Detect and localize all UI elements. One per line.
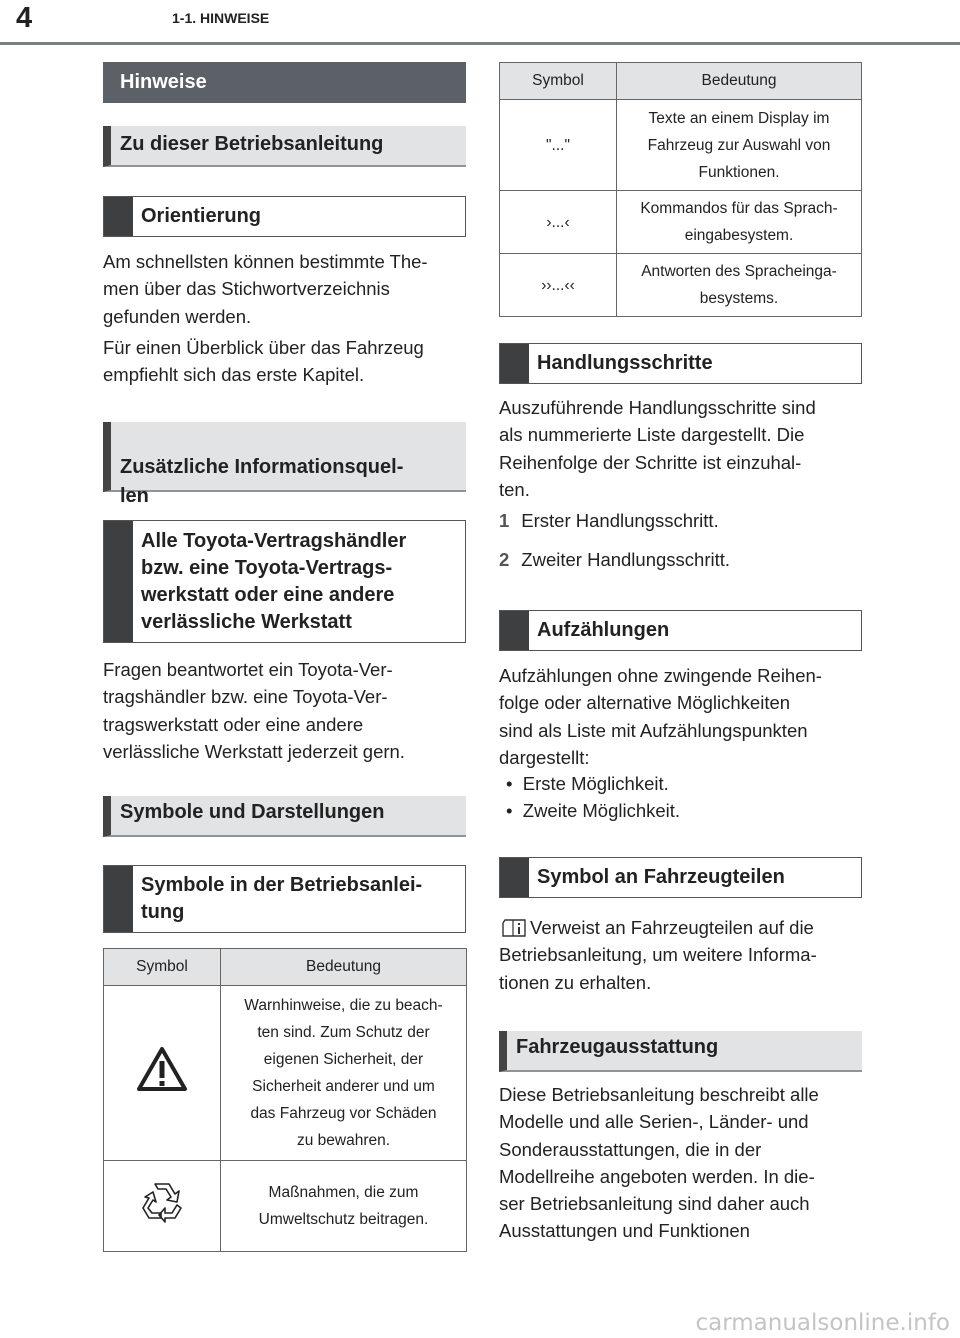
heading-vehicle-symbol [499,857,862,898]
column-header-symbol: Symbol [104,949,221,986]
meaning-cell: Maßnahmen, die zum Umweltschutz beitragen. [221,1161,467,1252]
step-item [499,546,864,573]
heading-about-manual [103,126,466,167]
list-item-text: Zweite Möglichkeit. [522,800,681,821]
bullet-icon: • [506,773,523,794]
list-item [506,770,866,797]
heading-bar [104,866,133,932]
page-number: 4 [16,2,33,34]
heading-orientation-text: Orientierung [141,205,262,227]
meaning-cell: Texte an einem Display im Fahrzeug zur Auswahl von Funktionen. [617,100,862,191]
header-rule [0,42,960,45]
table-row [104,1161,467,1252]
heading-enumerations-text: Aufzählungen [537,619,670,641]
chapter-title [103,62,466,103]
table-row [500,254,862,317]
paragraph-orientation-1: Am schnellsten können bestimmte The- men über das Stichwortverzeichnis gefunden werden. [103,251,428,327]
table-header-row [500,63,862,100]
heading-orientation [103,196,466,237]
bullet-icon: • [506,800,523,821]
symbol-cell: ››...‹‹ [500,254,617,317]
paragraph-enumerations: Aufzählungen ohne zwingende Reihen- folge oder alternative Möglichkeiten sind als Liste mit Aufzählungspunkten dargestellt: [499,665,822,768]
list-item-text: Erste Möglichkeit. [522,773,669,794]
heading-equipment [499,1031,862,1072]
symbols-table-left [103,948,467,1252]
paragraph-orientation-2: Für einen Überblick über das Fahrzeug empfiehlt sich das erste Kapitel. [103,337,424,386]
warning-triangle-icon [136,1046,188,1092]
table-header-row [104,949,467,986]
heading-steps-text: Handlungsschritte [537,352,713,374]
heading-equipment-text: Fahrzeugausstattung [516,1036,719,1058]
heading-bar [104,197,133,236]
heading-steps [499,343,862,384]
step-item [499,507,864,534]
heading-bar [500,344,529,383]
heading-symbols-manual-text: Symbole in der Betriebsanlei- tung [141,874,423,923]
list-item [506,797,866,824]
heading-additional-info-text: Zusätzliche Informationsquel- len [120,456,404,507]
heading-bar [500,858,529,897]
column-header-meaning: Bedeutung [617,63,862,100]
step-text: Zweiter Handlungsschritt. [521,549,731,570]
meaning-cell: Kommandos für das Sprach- eingabesystem. [617,191,862,254]
heading-bar [500,611,529,650]
step-text: Erster Handlungsschritt. [521,510,719,531]
heading-additional-info [103,422,466,507]
heading-dealer [103,520,466,643]
meaning-cell: Warnhinweise, die zu beach- ten sind. Zum Schutz der eigenen Sicherheit, der Sicherheit anderer und um das Fahrzeug vor Schäden zu bewahren. [221,986,467,1161]
heading-symbols-text: Symbole und Darstellungen [120,801,385,823]
symbol-cell [104,1161,221,1252]
symbol-cell: ›...‹ [500,191,617,254]
column-header-symbol: Symbol [500,63,617,100]
heading-vehicle-symbol-text: Symbol an Fahrzeugteilen [537,866,785,888]
table-row [104,986,467,1161]
recycling-icon [137,1178,187,1226]
step-number: 1 [499,510,510,531]
section-label: 1-1. HINWEISE [172,10,270,26]
table-row [500,191,862,254]
symbol-cell [104,986,221,1161]
heading-about-manual-text: Zu dieser Betriebsanleitung [120,133,384,155]
column-header-meaning: Bedeutung [221,949,467,986]
heading-dealer-text: Alle Toyota-Vertragshändler bzw. eine Toyota-Vertrags- werkstatt oder eine andere verlässliche Werkstatt [141,529,407,633]
watermark: carmanualsonline.info [695,1310,950,1336]
paragraph-dealer: Fragen beantwortet ein Toyota-Ver- tragshändler bzw. eine Toyota-Ver- tragswerkstatt oder eine andere verlässliche Werkstatt jederzeit gern. [103,659,405,762]
heading-enumerations [499,610,862,651]
paragraph-vehicle-symbol: Verweist an Fahrzeugteilen auf die Betriebsanleitung, um weitere Informa- tionen zu erhalten. [499,917,817,993]
table-row [500,100,862,191]
step-number: 2 [499,549,510,570]
heading-symbols [103,796,466,837]
paragraph-equipment: Diese Betriebsanleitung beschreibt alle Modelle und alle Serien-, Länder- und Sonderausstattungen, die in der Modellreihe angeboten werden. In die- ser Betriebsanleitung sind daher auch Ausstattungen und Funktionen [499,1084,819,1242]
chapter-title-text: Hinweise [120,71,207,93]
heading-symbols-manual [103,865,466,933]
meaning-cell: Antworten des Spracheinga- besystems. [617,254,862,317]
symbol-cell: "..." [500,100,617,191]
heading-bar [104,521,133,642]
symbols-table-right [499,62,862,317]
paragraph-steps: Auszuführende Handlungsschritte sind als nummerierte Liste dargestellt. Die Reihenfolge der Schritte ist einzuhal- ten. [499,397,816,500]
